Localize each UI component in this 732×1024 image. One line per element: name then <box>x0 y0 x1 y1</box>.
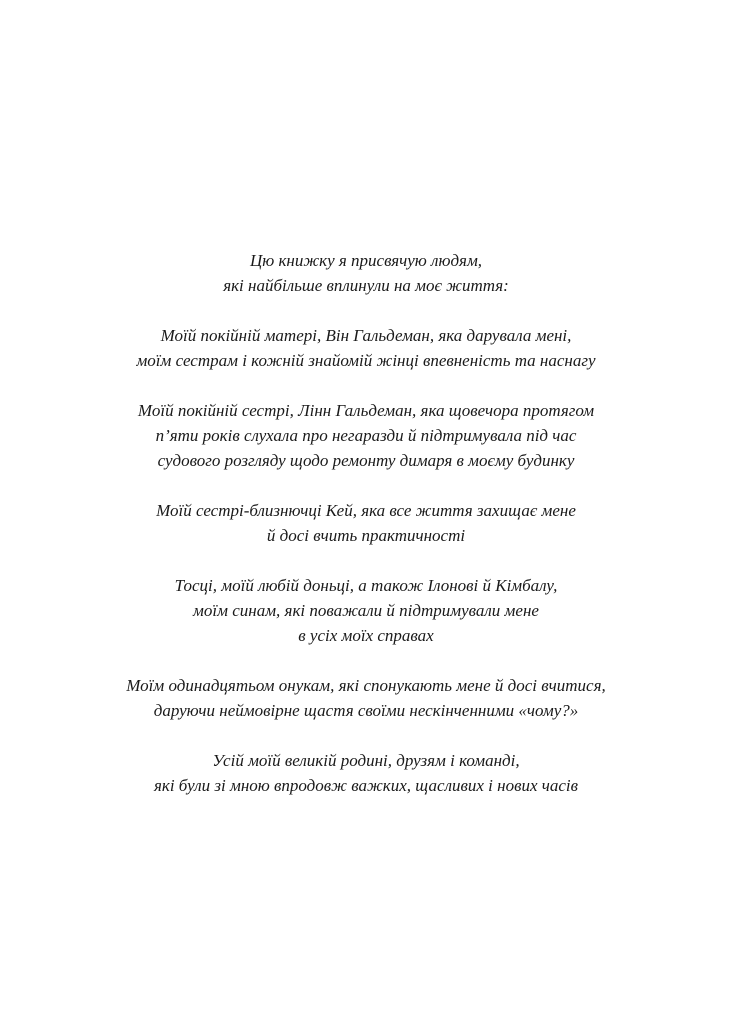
dedication-line: моїм синам, які поважали й підтримували мене <box>193 601 539 620</box>
dedication-family-friends <box>0 748 732 798</box>
dedication-mother <box>0 323 732 373</box>
dedication-block <box>0 248 732 823</box>
dedication-children <box>0 573 732 648</box>
dedication-line: які найбільше вплинули на моє життя: <box>223 276 509 295</box>
dedication-line: Усій моїй великій родині, друзям і команді, <box>212 751 520 770</box>
dedication-line: Моїй сестрі-близнючці Кей, яка все життя захищає мене <box>156 501 576 520</box>
dedication-line: в усіх моїх справах <box>298 626 434 645</box>
dedication-line: судового розгляду щодо ремонту димаря в моєму будинку <box>157 451 575 470</box>
dedication-line: Цю книжку я присвячую людям, <box>249 251 483 270</box>
dedication-line: даруючи неймовірне щастя своїми нескінченними «чому?» <box>153 701 579 720</box>
dedication-line: Моїм одинадцятьом онукам, які спонукають мене й досі вчитися, <box>126 676 606 695</box>
dedication-line: Моїй покійній матері, Він Гальдеман, яка дарувала мені, <box>160 326 572 345</box>
dedication-line: Моїй покійній сестрі, Лінн Гальдеман, яка щовечора протягом <box>137 401 595 420</box>
dedication-line: Тосці, моїй любій доньці, а також Ілонові й Кімбалу, <box>174 576 558 595</box>
dedication-line: й досі вчить практичності <box>266 526 466 545</box>
dedication-line: які були зі мною впродовж важких, щасливих і нових часів <box>153 776 579 795</box>
dedication-sister <box>0 398 732 473</box>
dedication-line: п’яти років слухала про негаразди й підтримувала під час <box>155 426 577 445</box>
dedication-grandchildren <box>0 673 732 723</box>
dedication-line: моїм сестрам і кожній знайомій жінці впевненість та наснагу <box>136 351 596 370</box>
dedication-intro <box>0 248 732 298</box>
dedication-twin-sister <box>0 498 732 548</box>
